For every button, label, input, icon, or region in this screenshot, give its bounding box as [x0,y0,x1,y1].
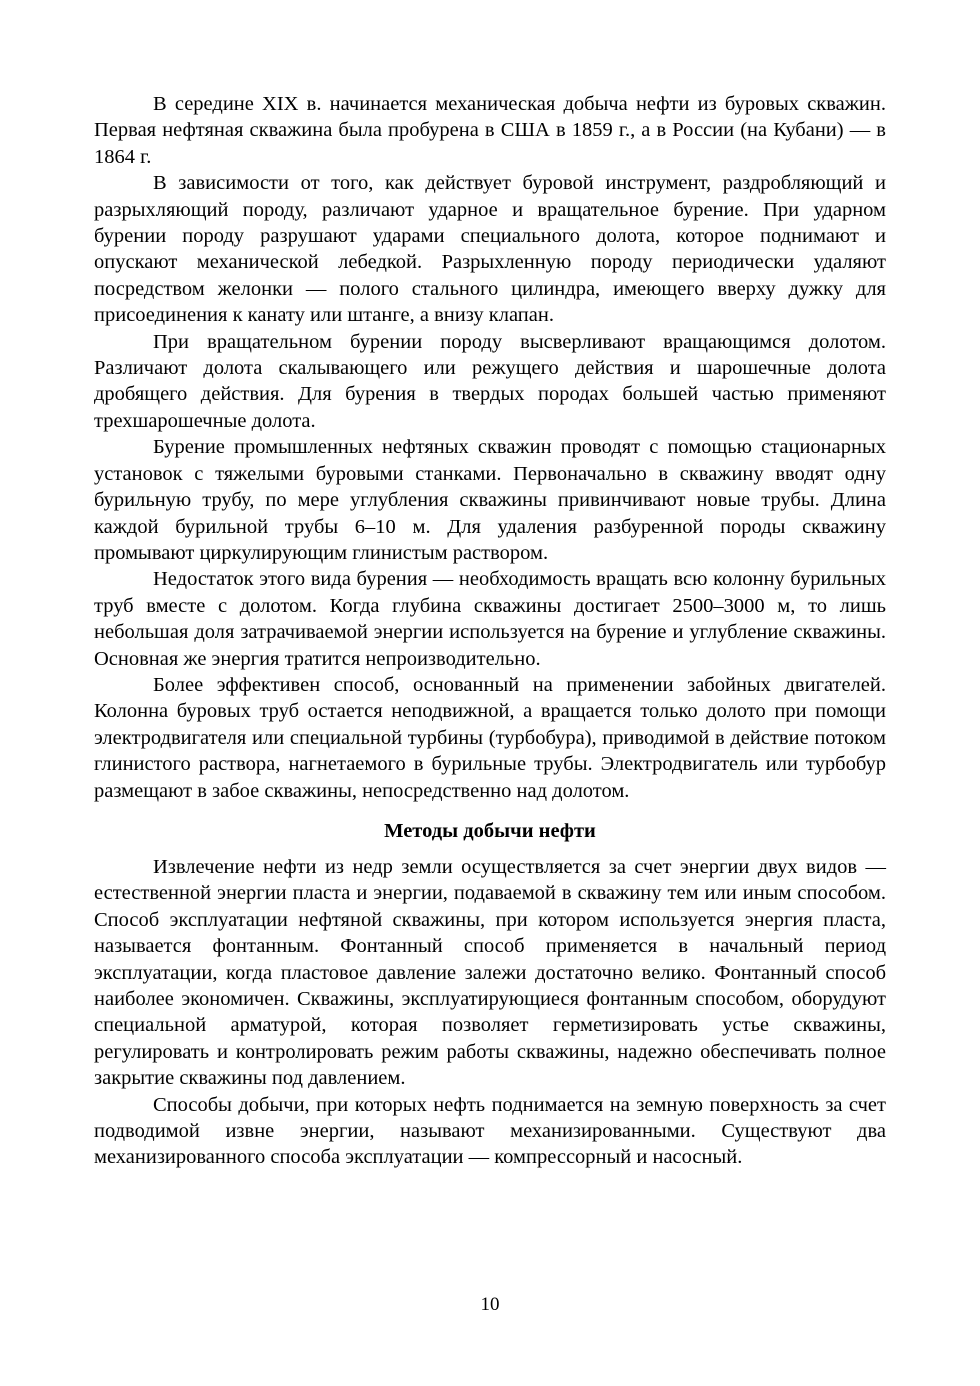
paragraph-flowing-method: Извлечение нефти из недр земли осуществляется за счет энергии двух видов — естественной энергии пласта и энергии, подаваемой в скважину тем или иным способом. Способ эксплуатации нефтяной скважины, при котором используется энергия пласта, называется фонтанным. Фонтанный способ применяется в начальный период эксплуатации, когда пластовое давление залежи достаточно велико. Фонтанный способ наиболее экономичен. Скважины, эксплуатирующиеся фонтанным способом, оборудуют специальной арматурой, которая позволяет герметизировать устье скважины, регулировать и контролировать режим работы скважины, надежно обеспечивать полное закрытие скважины под давлением. [94,855,886,1090]
paragraph-history: В середине XIX в. начинается механическая добыча нефти из буровых скважин. Первая нефтяная скважина была пробурена в США в 1859 г., а в России (на Кубани) — в 1864 г. [94,93,886,168]
paragraph-downhole-motors: Более эффективен способ, основанный на применении забойных двигателей. Колонна буровых труб остается неподвижной, а вращается только долото при помощи электродвигателя или специальной турбины (турбобура), приводимой в действие потоком глинистого раствора, нагнетаемого в бурильные трубы. Электродвигатель или турбобур размещают в забое скважины, непосредственно над долотом. [94,673,886,802]
paragraph-industrial-drilling: Бурение промышленных нефтяных скважин проводят с помощью стационарных установок с тяжелыми буровыми станками. Первоначально в скважину вводят одну бурильную трубу, по мере углубления скважины привинчивают новые трубы. Длина каждой бурильной трубы 6–10 м. Для удаления разбуренной породы скважину промывают циркулирующим глинистым раствором. [94,436,886,564]
paragraph-drawback: Недостаток этого вида бурения — необходимость вращать всю колонну бурильных труб вместе с долотом. Когда глубина скважины достигает 2500–3000 м, то лишь небольшая доля затрачиваемой энергии используется на бурение и углубление скважины. Основная же энергия тратится непроизводительно. [94,568,886,670]
section-heading: Методы добычи нефти [384,819,596,842]
page-content [94,91,886,1171]
paragraph-drilling-types: В зависимости от того, как действует буровой инструмент, раздробляющий и разрыхляющий породу, различают ударное и вращательное бурение. При ударном бурении породу разрушают ударами специального долота, которое поднимают и опускают механической лебедкой. Разрыхленную породу периодически удаляют посредством желонки — полого стального цилиндра, имеющего вверху дужку для присоединения к канату или штанге, а внизу клапан. [94,172,886,327]
paragraph-mechanized-methods: Способы добычи, при которых нефть поднимается на земную поверхность за счет подводимой извне энергии, называют механизированными. Существуют два механизированного способа эксплуатации — компрессорный и насосный. [94,1093,886,1169]
page-number: 10 [480,1294,500,1315]
paragraph-rotary-drilling: При вращательном бурении породу высверливают вращающимся долотом. Различают долота скалывающего или режущего действия и шарошечные долота дробящего действия. Для бурения в твердых породах большей частью применяют трехшарошечные долота. [94,330,886,432]
